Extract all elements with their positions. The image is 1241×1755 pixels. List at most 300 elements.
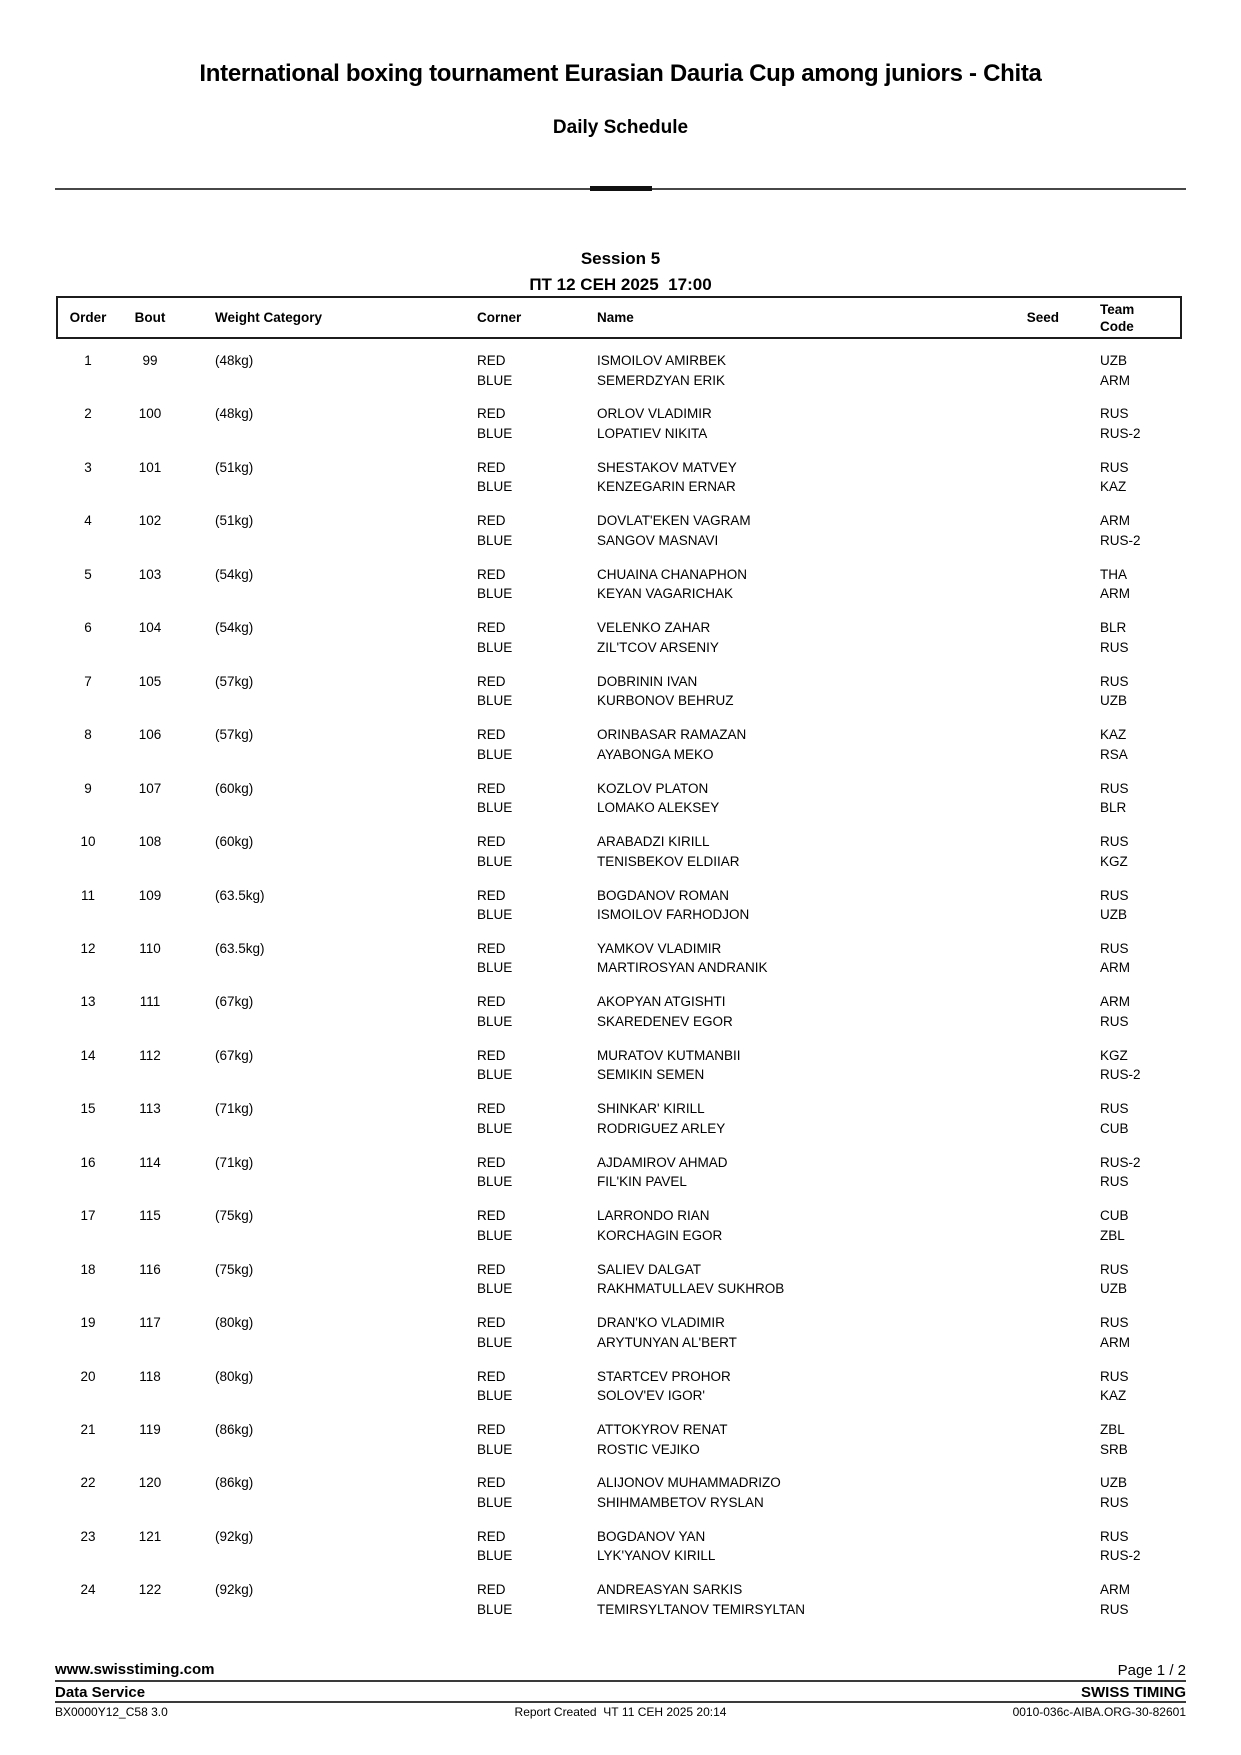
order-value: 24 — [80, 1582, 96, 1598]
blue-boxer-name: KURBONOV BEHRUZ — [597, 693, 734, 709]
bout-row — [55, 832, 1186, 874]
corner-blue-label: BLUE — [477, 639, 513, 655]
corner-cell — [477, 779, 512, 818]
column-header-corner: Corner — [477, 310, 522, 325]
order-value: 15 — [80, 1101, 96, 1117]
blue-team-code: ARM — [1100, 1334, 1130, 1350]
corner-blue-label: BLUE — [477, 1013, 513, 1029]
corner-red-label: RED — [477, 1422, 506, 1437]
red-team-code: RUS — [1100, 1315, 1129, 1331]
bout-number: 117 — [139, 1315, 161, 1331]
order-value: 14 — [80, 1047, 96, 1063]
blue-team-code: RSA — [1100, 746, 1128, 762]
corner-blue-label: BLUE — [477, 960, 513, 976]
name-cell — [597, 1420, 957, 1459]
red-team-code: RUS — [1100, 1528, 1129, 1544]
corner-cell — [477, 404, 512, 443]
bout-number: 120 — [138, 1475, 162, 1491]
bout-number: 110 — [139, 940, 161, 956]
blue-team-code: CUB — [1100, 1120, 1129, 1136]
blue-boxer-name: ROSTIC VEJIKO — [597, 1441, 700, 1457]
order-value: 22 — [80, 1475, 96, 1491]
team-code-cell — [1100, 1206, 1129, 1245]
blue-boxer-name: SANGOV MASNAVI — [597, 532, 719, 548]
bout-number: 112 — [139, 1047, 161, 1063]
corner-red-label: RED — [477, 834, 506, 850]
page-subtitle: Daily Schedule — [552, 117, 689, 138]
corner-cell — [477, 1313, 512, 1352]
bout-row — [55, 1367, 1186, 1409]
team-code-cell — [1100, 939, 1130, 978]
red-boxer-name: KOZLOV PLATON — [597, 780, 709, 796]
bout-number: 108 — [138, 834, 162, 850]
corner-blue-label: BLUE — [477, 746, 513, 762]
blue-boxer-name: SEMERDZYAN ERIK — [597, 372, 726, 388]
red-team-code: KAZ — [1100, 727, 1127, 743]
weight-category: (92kg) — [215, 1582, 254, 1598]
bout-number: 109 — [138, 887, 162, 903]
corner-blue-label: BLUE — [477, 907, 513, 922]
name-cell — [597, 404, 957, 443]
name-cell — [597, 779, 957, 818]
weight-category: (86kg) — [215, 1422, 254, 1437]
corner-blue-label: BLUE — [477, 1548, 513, 1564]
name-cell — [597, 1099, 957, 1138]
corner-red-label: RED — [477, 1475, 506, 1491]
red-boxer-name: ANDREASYAN SARKIS — [597, 1582, 743, 1598]
corner-cell — [477, 1206, 512, 1245]
bout-number: 119 — [139, 1422, 161, 1437]
team-code-cell — [1100, 1099, 1129, 1138]
blue-boxer-name: LOPATIEV NIKITA — [597, 425, 708, 441]
footer-brand: SWISS TIMING — [1081, 1684, 1186, 1701]
corner-cell — [477, 1420, 512, 1459]
red-boxer-name: SHINKAR' KIRILL — [597, 1101, 705, 1117]
blue-team-code: ZBL — [1100, 1227, 1125, 1243]
blue-team-code: KGZ — [1100, 853, 1128, 869]
bout-row — [55, 992, 1186, 1034]
weight-category: (54kg) — [215, 566, 254, 582]
corner-red-label: RED — [477, 1208, 506, 1224]
blue-team-code: RUS — [1100, 1013, 1129, 1029]
weight-category: (63.5kg) — [215, 887, 265, 903]
blue-team-code: RUS-2 — [1100, 1067, 1141, 1083]
blue-team-code: RUS-2 — [1100, 1548, 1141, 1564]
red-team-code: ARM — [1100, 1582, 1130, 1598]
blue-boxer-name: RODRIGUEZ ARLEY — [597, 1120, 726, 1136]
red-team-code: RUS — [1100, 780, 1129, 796]
bout-number: 105 — [138, 673, 162, 689]
weight-category: (51kg) — [215, 459, 254, 475]
bout-row — [55, 351, 1186, 393]
bout-row — [55, 1206, 1186, 1248]
blue-boxer-name: ISMOILOV FARHODJON — [597, 907, 750, 922]
red-team-code: RUS — [1100, 1368, 1129, 1384]
order-value: 16 — [80, 1154, 96, 1170]
bout-row — [55, 1527, 1186, 1569]
corner-red-label: RED — [477, 459, 506, 475]
bout-row — [55, 779, 1186, 821]
bout-row — [55, 672, 1186, 714]
corner-cell — [477, 992, 512, 1031]
column-header-order: Order — [69, 310, 107, 325]
bout-number: 116 — [139, 1261, 161, 1277]
bout-number: 103 — [138, 566, 162, 582]
footer-page-indicator: Page 1 / 2 — [1117, 1662, 1186, 1679]
corner-cell — [477, 1580, 512, 1619]
corner-cell — [477, 832, 512, 871]
red-team-code: UZB — [1100, 1475, 1127, 1491]
weight-category: (86kg) — [215, 1475, 254, 1491]
name-cell — [597, 458, 957, 497]
order-value: 20 — [80, 1368, 96, 1384]
bout-row — [55, 1473, 1186, 1515]
corner-blue-label: BLUE — [477, 1174, 513, 1190]
corner-red-label: RED — [477, 566, 506, 582]
team-code-cell — [1100, 1313, 1130, 1352]
order-value: 1 — [84, 353, 92, 368]
corner-red-label: RED — [477, 1101, 506, 1117]
bout-row — [55, 1420, 1186, 1462]
weight-category: (60kg) — [215, 834, 254, 850]
blue-boxer-name: SEMIKIN SEMEN — [597, 1067, 705, 1083]
corner-blue-label: BLUE — [477, 479, 513, 495]
red-team-code: BLR — [1100, 620, 1127, 636]
red-team-code: THA — [1100, 566, 1127, 582]
schedule-table — [55, 0, 1186, 1755]
order-value: 23 — [80, 1528, 96, 1544]
team-code-cell — [1100, 351, 1130, 390]
team-code-cell — [1100, 1046, 1141, 1085]
blue-boxer-name: LOMAKO ALEKSEY — [597, 800, 720, 816]
blue-boxer-name: ZIL'TCOV ARSENIY — [597, 639, 719, 655]
team-code-cell — [1100, 1367, 1129, 1406]
blue-boxer-name: AYABONGA MEKO — [597, 746, 714, 762]
name-cell — [597, 1153, 957, 1192]
blue-boxer-name: KEYAN VAGARICHAK — [597, 586, 734, 602]
name-cell — [597, 351, 957, 390]
team-code-cell — [1100, 992, 1130, 1031]
name-cell — [597, 1527, 957, 1566]
corner-cell — [477, 351, 512, 390]
corner-blue-label: BLUE — [477, 1120, 513, 1136]
blue-team-code: KAZ — [1100, 1388, 1127, 1404]
corner-cell — [477, 1527, 512, 1566]
corner-blue-label: BLUE — [477, 800, 513, 816]
footer-divider-1 — [55, 1680, 1186, 1682]
corner-cell — [477, 725, 512, 764]
weight-category: (54kg) — [215, 620, 254, 636]
corner-red-label: RED — [477, 673, 506, 689]
footer-report-id: 0010-036c-AIBA.ORG-30-82601 — [1012, 1705, 1186, 1719]
red-boxer-name: ALIJONOV MUHAMMADRIZO — [597, 1475, 781, 1491]
blue-team-code: ARM — [1100, 586, 1130, 602]
name-cell — [597, 672, 957, 711]
corner-blue-label: BLUE — [477, 586, 513, 602]
name-cell — [597, 1367, 957, 1406]
bout-number: 104 — [138, 620, 162, 636]
bout-number: 106 — [138, 727, 162, 743]
blue-team-code: ARM — [1100, 372, 1130, 388]
corner-blue-label: BLUE — [477, 1388, 513, 1404]
weight-category: (67kg) — [215, 994, 254, 1010]
team-code-cell — [1100, 1473, 1129, 1512]
corner-cell — [477, 1260, 512, 1299]
footer-report-created: Report Created ЧТ 11 СЕН 2025 20:14 — [514, 1705, 727, 1719]
order-value: 5 — [84, 566, 92, 582]
bout-number: 101 — [138, 459, 162, 475]
session-datetime: ПТ 12 СЕН 2025 17:00 — [529, 275, 712, 294]
bout-row — [55, 886, 1186, 928]
order-value: 18 — [80, 1261, 96, 1277]
corner-red-label: RED — [477, 940, 506, 956]
column-header-bout: Bout — [134, 310, 166, 325]
red-boxer-name: BOGDANOV ROMAN — [597, 887, 730, 903]
column-header-seed: Seed — [1026, 310, 1059, 325]
footer-doc-code: BX0000Y12_C58 3.0 — [55, 1705, 168, 1719]
blue-boxer-name: LYK'YANOV KIRILL — [597, 1548, 716, 1564]
red-boxer-name: MURATOV KUTMANBII — [597, 1047, 741, 1063]
team-code-cell — [1100, 886, 1129, 925]
column-header-name: Name — [597, 310, 634, 325]
red-team-code: RUS — [1100, 1261, 1129, 1277]
red-team-code: UZB — [1100, 353, 1127, 368]
corner-cell — [477, 458, 512, 497]
weight-category: (71kg) — [215, 1101, 254, 1117]
team-code-cell — [1100, 725, 1128, 764]
name-cell — [597, 1260, 957, 1299]
weight-category: (57kg) — [215, 727, 254, 743]
corner-red-label: RED — [477, 727, 506, 743]
corner-red-label: RED — [477, 1154, 506, 1170]
blue-boxer-name: SOLOV'EV IGOR' — [597, 1388, 705, 1404]
order-value: 4 — [84, 513, 92, 529]
red-team-code: RUS — [1100, 1101, 1129, 1117]
corner-cell — [477, 672, 512, 711]
corner-red-label: RED — [477, 1261, 506, 1277]
name-cell — [597, 1580, 957, 1619]
blue-boxer-name: SKAREDENEV EGOR — [597, 1013, 733, 1029]
red-team-code: RUS — [1100, 406, 1129, 422]
order-value: 2 — [84, 406, 92, 422]
blue-team-code: UZB — [1100, 693, 1127, 709]
blue-team-code: SRB — [1100, 1441, 1128, 1457]
bout-row — [55, 1580, 1186, 1622]
blue-boxer-name: FIL'KIN PAVEL — [597, 1174, 687, 1190]
weight-category: (48kg) — [215, 353, 254, 368]
red-team-code: KGZ — [1100, 1047, 1128, 1063]
team-code-cell — [1100, 618, 1129, 657]
red-team-code: RUS — [1100, 887, 1129, 903]
red-boxer-name: DOBRININ IVAN — [597, 673, 698, 689]
column-header-weight-category: Weight Category — [215, 310, 323, 325]
team-code-cell — [1100, 1580, 1130, 1619]
team-code-cell — [1100, 511, 1141, 550]
bout-row — [55, 458, 1186, 500]
order-value: 12 — [80, 940, 96, 956]
blue-team-code: RUS — [1100, 639, 1129, 655]
team-code-cell — [1100, 404, 1141, 443]
blue-boxer-name: KENZEGARIN ERNAR — [597, 479, 736, 495]
weight-category: (80kg) — [215, 1315, 254, 1331]
corner-blue-label: BLUE — [477, 693, 513, 709]
weight-category: (71kg) — [215, 1154, 254, 1170]
red-boxer-name: YAMKOV VLADIMIR — [597, 940, 722, 956]
corner-cell — [477, 565, 512, 604]
red-boxer-name: SALIEV DALGAT — [597, 1261, 702, 1277]
bout-number: 118 — [139, 1368, 161, 1384]
bout-number: 113 — [139, 1101, 161, 1117]
blue-team-code: RUS-2 — [1100, 425, 1141, 441]
blue-boxer-name: SHIHMAMBETOV RYSLAN — [597, 1494, 764, 1510]
blue-boxer-name: TENISBEKOV ELDIIAR — [597, 853, 740, 869]
corner-red-label: RED — [477, 1047, 506, 1063]
order-value: 10 — [80, 834, 96, 850]
weight-category: (75kg) — [215, 1261, 254, 1277]
corner-red-label: RED — [477, 994, 506, 1010]
blue-team-code: UZB — [1100, 1281, 1127, 1297]
weight-category: (75kg) — [215, 1208, 254, 1224]
weight-category: (51kg) — [215, 513, 254, 529]
corner-blue-label: BLUE — [477, 425, 513, 441]
corner-blue-label: BLUE — [477, 853, 513, 869]
corner-cell — [477, 511, 512, 550]
name-cell — [597, 939, 957, 978]
footer-website: www.swisstiming.com — [55, 1661, 215, 1678]
corner-red-label: RED — [477, 353, 506, 368]
order-value: 9 — [84, 780, 92, 796]
page-title: International boxing tournament Eurasian Dauria Cup among juniors - Chita — [199, 60, 1042, 87]
bout-number: 114 — [139, 1154, 161, 1170]
weight-category: (92kg) — [215, 1528, 254, 1544]
red-team-code: ARM — [1100, 994, 1130, 1010]
corner-blue-label: BLUE — [477, 372, 513, 388]
team-code-cell — [1100, 1153, 1141, 1192]
session-name: Session 5 — [580, 249, 661, 268]
red-team-code: RUS — [1100, 673, 1129, 689]
blue-boxer-name: TEMIRSYLTANOV TEMIRSYLTAN — [597, 1601, 806, 1617]
corner-red-label: RED — [477, 887, 506, 903]
name-cell — [597, 565, 957, 604]
name-cell — [597, 832, 957, 871]
bout-row — [55, 511, 1186, 553]
red-boxer-name: VELENKO ZAHAR — [597, 620, 711, 636]
red-boxer-name: LARRONDO RIAN — [597, 1208, 710, 1224]
bout-row — [55, 404, 1186, 446]
red-boxer-name: ISMOILOV AMIRBEK — [597, 353, 727, 368]
red-team-code: RUS — [1100, 940, 1129, 956]
red-boxer-name: STARTCEV PROHOR — [597, 1368, 731, 1384]
order-value: 21 — [80, 1422, 96, 1437]
corner-cell — [477, 1367, 512, 1406]
red-team-code: ZBL — [1100, 1422, 1125, 1437]
bout-row — [55, 939, 1186, 981]
order-value: 13 — [80, 994, 96, 1010]
name-cell — [597, 1473, 957, 1512]
blue-team-code: ARM — [1100, 960, 1130, 976]
team-code-cell — [1100, 832, 1129, 871]
bout-number: 115 — [139, 1208, 161, 1224]
bout-number: 102 — [138, 513, 162, 529]
blue-team-code: RUS — [1100, 1494, 1129, 1510]
corner-blue-label: BLUE — [477, 532, 513, 548]
name-cell — [597, 618, 957, 657]
red-boxer-name: DRAN'KO VLADIMIR — [597, 1315, 725, 1331]
red-team-code: RUS — [1100, 834, 1129, 850]
footer-divider-2 — [55, 1701, 1186, 1703]
bout-number: 99 — [142, 353, 158, 368]
weight-category: (63.5kg) — [215, 940, 265, 956]
corner-red-label: RED — [477, 780, 506, 796]
order-value: 17 — [80, 1208, 96, 1224]
red-boxer-name: BOGDANOV YAN — [597, 1528, 706, 1544]
blue-team-code: RUS-2 — [1100, 532, 1141, 548]
name-cell — [597, 886, 957, 925]
blue-team-code: RUS — [1100, 1174, 1129, 1190]
footer-data-service: Data Service — [55, 1684, 146, 1701]
weight-category: (48kg) — [215, 406, 254, 422]
blue-team-code: UZB — [1100, 907, 1127, 922]
bout-row — [55, 1099, 1186, 1141]
team-code-cell — [1100, 1420, 1128, 1459]
team-code-cell — [1100, 565, 1130, 604]
team-code-cell — [1100, 672, 1129, 711]
red-boxer-name: ORINBASAR RAMAZAN — [597, 727, 747, 743]
order-value: 3 — [84, 459, 92, 475]
blue-team-code: RUS — [1100, 1601, 1129, 1617]
corner-red-label: RED — [477, 1582, 506, 1598]
corner-blue-label: BLUE — [477, 1281, 513, 1297]
blue-boxer-name: MARTIROSYAN ANDRANIK — [597, 960, 768, 976]
corner-red-label: RED — [477, 1528, 506, 1544]
red-team-code: ARM — [1100, 513, 1130, 529]
red-team-code: RUS — [1100, 459, 1129, 475]
corner-blue-label: BLUE — [477, 1067, 513, 1083]
blue-team-code: BLR — [1100, 800, 1127, 816]
bout-row — [55, 1260, 1186, 1302]
team-code-cell — [1100, 1527, 1141, 1566]
corner-blue-label: BLUE — [477, 1494, 513, 1510]
corner-cell — [477, 618, 512, 657]
corner-blue-label: BLUE — [477, 1334, 513, 1350]
red-boxer-name: AJDAMIROV AHMAD — [597, 1154, 728, 1170]
order-value: 7 — [84, 673, 92, 689]
corner-cell — [477, 1153, 512, 1192]
weight-category: (60kg) — [215, 780, 254, 796]
bout-row — [55, 1046, 1186, 1088]
bout-row — [55, 565, 1186, 607]
weight-category: (57kg) — [215, 673, 254, 689]
red-team-code: CUB — [1100, 1208, 1129, 1224]
team-code-cell — [1100, 458, 1129, 497]
bout-row — [55, 1313, 1186, 1355]
red-boxer-name: AKOPYAN ATGISHTI — [597, 994, 726, 1010]
corner-red-label: RED — [477, 1368, 506, 1384]
order-value: 6 — [84, 620, 92, 636]
name-cell — [597, 1206, 957, 1245]
corner-red-label: RED — [477, 620, 506, 636]
bout-row — [55, 1153, 1186, 1195]
red-team-code: RUS-2 — [1100, 1154, 1141, 1170]
red-boxer-name: SHESTAKOV MATVEY — [597, 459, 737, 475]
corner-blue-label: BLUE — [477, 1227, 513, 1243]
corner-cell — [477, 1473, 512, 1512]
name-cell — [597, 725, 957, 764]
bout-number: 100 — [138, 406, 162, 422]
corner-red-label: RED — [477, 1315, 506, 1331]
blue-team-code: KAZ — [1100, 479, 1127, 495]
corner-cell — [477, 886, 512, 925]
